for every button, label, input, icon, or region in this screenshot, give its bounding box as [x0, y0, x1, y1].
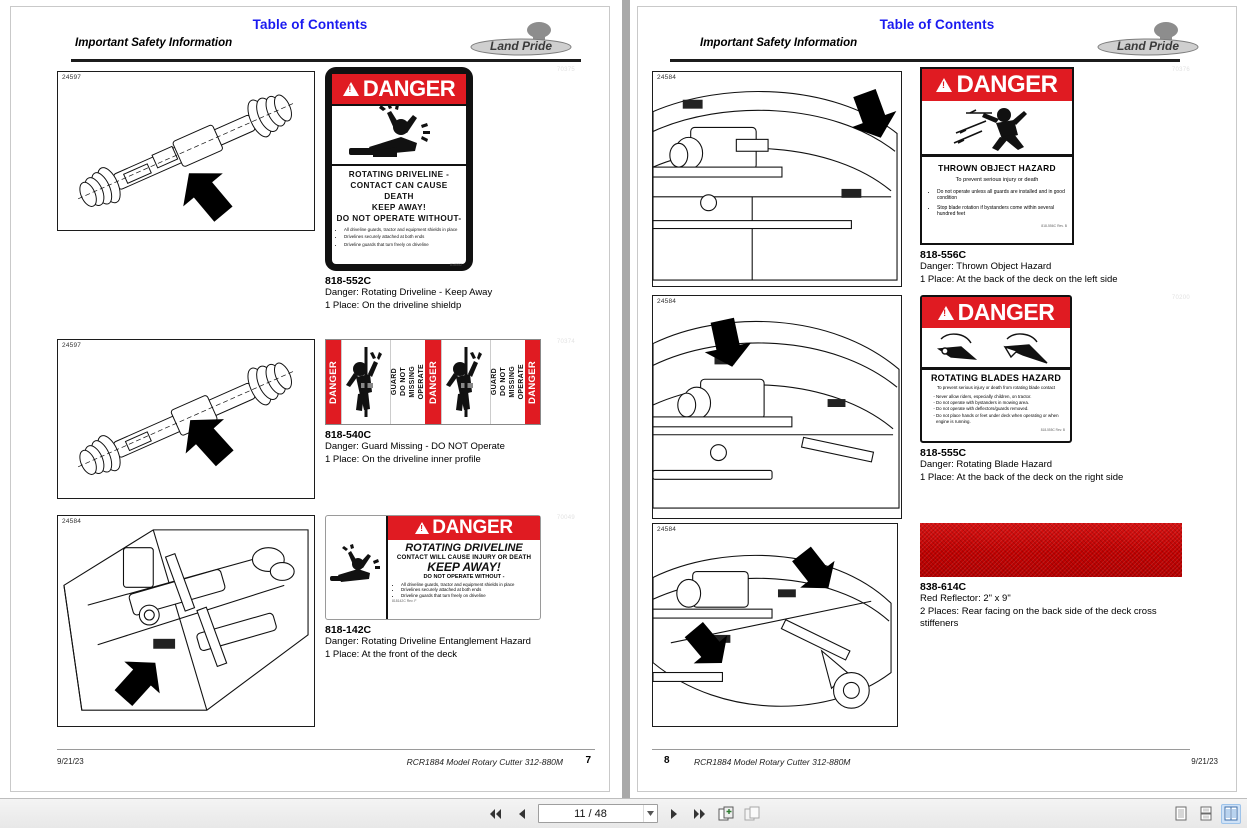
decal-block-818-555C	[920, 295, 1190, 484]
decal-location-marker	[153, 639, 175, 649]
decal-image-838-614C-red-reflector	[920, 523, 1182, 577]
sign-text-missing: MISSING	[409, 366, 417, 398]
sign-bullet-list	[927, 394, 1065, 425]
sign-part-code: 818552	[450, 263, 462, 268]
land-pride-logo	[467, 21, 575, 57]
figure-deck-front	[57, 515, 315, 727]
chevron-down-icon[interactable]	[643, 805, 657, 822]
page-content-right	[652, 67, 1222, 745]
view-single-page-button[interactable]	[1171, 804, 1191, 824]
sign-text-do-not: DO NOT	[499, 367, 507, 397]
danger-word: DANGER	[328, 360, 340, 404]
extract-page-icon[interactable]	[742, 804, 762, 824]
pictogram-thrown-object	[922, 101, 1072, 157]
view-two-page-spread-button[interactable]	[1221, 804, 1241, 824]
sign-bullet: • Driveline guards that turn freely on driveline	[344, 242, 462, 247]
page-footer-left	[25, 749, 595, 777]
page-number-input[interactable]	[538, 804, 658, 823]
danger-word: DANGER	[432, 517, 513, 538]
sign-bullet: • Do not operate unless all guards are installed and in good condition	[937, 189, 1067, 201]
sign-line-2: CONTACT WILL CAUSE INJURY OR DEATH	[396, 554, 532, 561]
sign-bullet: • Driveline guards that turn freely on driveline	[401, 593, 536, 598]
decal-placement: 2 Places: Rear facing on the back side of the deck cross stiffeners	[920, 605, 1157, 629]
danger-word: DANGER	[956, 71, 1058, 98]
sign-subtitle: To prevent serious injury or death	[955, 177, 1039, 183]
sign-title: THROWN OBJECT HAZARD	[938, 163, 1056, 173]
sign-text-guard: GUARD	[391, 368, 399, 396]
insert-page-icon[interactable]	[716, 804, 736, 824]
sign-line-2: CONTACT CAN CAUSE DEATH	[350, 181, 448, 201]
sign-text-missing: MISSING	[508, 366, 516, 398]
sign-bullet: • Stop blade rotation if bystanders come within several hundred feet	[937, 205, 1067, 217]
decal-description: Danger: Guard Missing - DO NOT Operate	[325, 441, 505, 452]
decal-placement: 1 Place: On the driveline inner profile	[325, 453, 481, 465]
decal-description: Red Reflector: 2" x 9"	[920, 593, 1011, 604]
decal-location-marker	[778, 589, 796, 597]
footer-divider	[652, 749, 1190, 750]
land-pride-logo	[1094, 21, 1202, 57]
sign-text-operate: OPERATE	[418, 364, 426, 400]
sign-line-3: KEEP AWAY!	[371, 203, 427, 212]
figure-id-label: 24584	[62, 518, 82, 525]
decal-location-marker	[828, 399, 846, 407]
next-page-button[interactable]	[664, 804, 684, 824]
decal-image-818-142C	[325, 515, 541, 620]
decal-image-818-555C	[920, 295, 1072, 443]
header-toc-link[interactable]: Table of Contents	[879, 17, 995, 32]
sign-bullet: - Never allow riders, especially children, on tractor.	[936, 394, 1065, 400]
callout-arrow	[169, 157, 243, 231]
decal-number: 818-555C	[920, 447, 967, 459]
figure-driveline-inner-profile	[57, 339, 315, 499]
sign-bullet-list	[336, 227, 462, 247]
sign-bullet: • All driveline guards, tractor and equipment shields in place	[344, 227, 462, 232]
page-gutter	[622, 0, 630, 798]
figure-id-label: 24584	[657, 298, 677, 305]
sign-subtitle: To prevent serious injury or death from rotating blade contact	[936, 385, 1056, 390]
figure-id-label: 24584	[657, 74, 677, 81]
sign-part-code: 818-555C Rev. B	[1040, 428, 1065, 433]
document-page-right	[637, 6, 1237, 792]
decal-description: Danger: Rotating Blade Hazard	[920, 459, 1053, 470]
figure-deck-rear-left	[652, 71, 902, 287]
warning-triangle-icon	[936, 78, 952, 92]
figure-deck-rear-right	[652, 295, 902, 519]
sign-bullet: - Do not operate with bystanders in mowing area.	[936, 400, 1065, 406]
previous-page-button[interactable]	[512, 804, 532, 824]
figure-id-label: 24597	[62, 342, 82, 349]
warning-triangle-icon	[938, 306, 954, 320]
sign-bullet-list	[927, 189, 1067, 217]
decal-description: Danger: Rotating Driveline - Keep Away	[325, 287, 493, 298]
figure-deck-cross-stiffeners	[652, 523, 898, 727]
danger-word: DANGER	[427, 360, 439, 404]
footer-date: 9/21/23	[1191, 757, 1218, 766]
figure-driveline-shield	[57, 71, 315, 231]
decal-block-818-540C	[325, 339, 575, 466]
decal-number: 838-614C	[920, 581, 967, 593]
header-section-title: Important Safety Information	[75, 37, 233, 49]
sign-text-do-not: DO NOT	[400, 367, 408, 397]
sign-line-1: ROTATING DRIVELINE	[405, 542, 523, 554]
document-page-left	[10, 6, 610, 792]
decal-location-marker	[683, 100, 703, 109]
view-continuous-button[interactable]	[1196, 804, 1216, 824]
figure-id-label: 24584	[657, 526, 677, 533]
danger-word: DANGER	[957, 299, 1055, 325]
decal-image-818-556C	[920, 67, 1074, 245]
sign-bullet: - Do not operate with deflectors/guards removed.	[936, 406, 1065, 412]
footer-date: 9/21/23	[57, 757, 84, 766]
decal-placement: 1 Place: On the driveline shieldp	[325, 299, 462, 311]
pictogram-entangled-person	[332, 104, 466, 166]
decal-block-818-556C	[920, 67, 1190, 286]
sign-bullet: • Drivelines securely attached at both ends	[401, 587, 536, 592]
viewer-toolbar	[0, 798, 1247, 828]
sign-line-4: DO NOT OPERATE WITHOUT-	[336, 214, 462, 223]
sign-part-code: 818142C Rev. F	[392, 599, 417, 604]
decal-location-marker	[841, 189, 861, 198]
decal-placement: 1 Place: At the back of the deck on the right side	[920, 471, 1124, 483]
header-divider	[71, 59, 581, 62]
header-section-title: Important Safety Information	[700, 37, 858, 49]
footer-page-number: 8	[664, 755, 670, 766]
decal-number: 818-540C	[325, 429, 372, 441]
first-page-button[interactable]	[486, 804, 506, 824]
decal-image-818-552C	[325, 67, 473, 271]
sign-text-operate: OPERATE	[517, 364, 525, 400]
pictogram-guard-missing	[341, 340, 391, 424]
page-navigation-group	[486, 804, 762, 824]
danger-word: DANGER	[362, 76, 456, 101]
decal-ref-code: 70375	[556, 67, 575, 73]
header-toc-link[interactable]: Table of Contents	[252, 17, 368, 32]
sign-line-4: DO NOT OPERATE WITHOUT -	[423, 574, 505, 580]
decal-ref-code: 70376	[1171, 67, 1190, 73]
decal-ref-code: 70200	[1171, 295, 1190, 301]
view-mode-group	[1171, 804, 1241, 824]
footer-page-number: 7	[585, 755, 591, 766]
pictogram-entangled-person	[326, 516, 388, 619]
sign-line-1: ROTATING DRIVELINE -	[348, 170, 450, 179]
svg-text:Land Pride: Land Pride	[1116, 39, 1180, 53]
decal-block-818-552C	[325, 67, 575, 312]
decal-description: Danger: Thrown Object Hazard	[920, 261, 1052, 272]
decal-block-838-614C	[920, 523, 1190, 631]
svg-text:Land Pride: Land Pride	[489, 39, 553, 53]
sign-bullet: - Do not place hands or feet under deck when operating or when engine is running.	[936, 413, 1065, 425]
page-content-left	[25, 67, 595, 745]
footer-divider	[57, 749, 595, 750]
decal-image-818-540C	[325, 339, 541, 425]
decal-ref-code: 70049	[556, 515, 575, 521]
page-header-left	[25, 7, 595, 57]
footer-model: RCR1884 Model Rotary Cutter 312-880M	[406, 757, 563, 767]
warning-triangle-icon	[343, 82, 359, 96]
figure-id-label: 24597	[62, 74, 82, 81]
footer-model: RCR1884 Model Rotary Cutter 312-880M	[694, 757, 851, 767]
last-page-button[interactable]	[690, 804, 710, 824]
decal-ref-code: 70374	[556, 339, 575, 345]
pictogram-rotating-blades	[922, 328, 1070, 370]
sign-bullet-list	[392, 582, 536, 598]
decal-number: 818-552C	[325, 275, 372, 287]
warning-triangle-icon	[415, 522, 429, 534]
header-divider	[670, 59, 1180, 62]
sign-bullet: • Drivelines securely attached at both ends	[344, 234, 462, 239]
page-footer-right	[652, 749, 1222, 777]
sign-part-code: 818-556C Rev. B	[1041, 224, 1067, 228]
danger-word: DANGER	[526, 360, 538, 404]
decal-number: 818-142C	[325, 624, 372, 636]
sign-text-guard: GUARD	[490, 368, 498, 396]
decal-placement: 1 Place: At the back of the deck on the left side	[920, 273, 1118, 285]
page-header-right	[652, 7, 1222, 57]
decal-number: 818-556C	[920, 249, 967, 261]
sign-title: ROTATING BLADES HAZARD	[930, 373, 1062, 383]
pictogram-guard-missing	[441, 340, 491, 424]
decal-placement: 1 Place: At the front of the deck	[325, 648, 458, 660]
decal-block-818-142C	[325, 515, 575, 661]
page-indicator-value: 11 / 48	[574, 807, 607, 820]
sign-line-3: KEEP AWAY!	[427, 560, 501, 574]
sign-bullet: • All driveline guards, tractor and equipment shields in place	[401, 582, 536, 587]
decal-description: Danger: Rotating Driveline Entanglement Hazard	[325, 636, 531, 647]
